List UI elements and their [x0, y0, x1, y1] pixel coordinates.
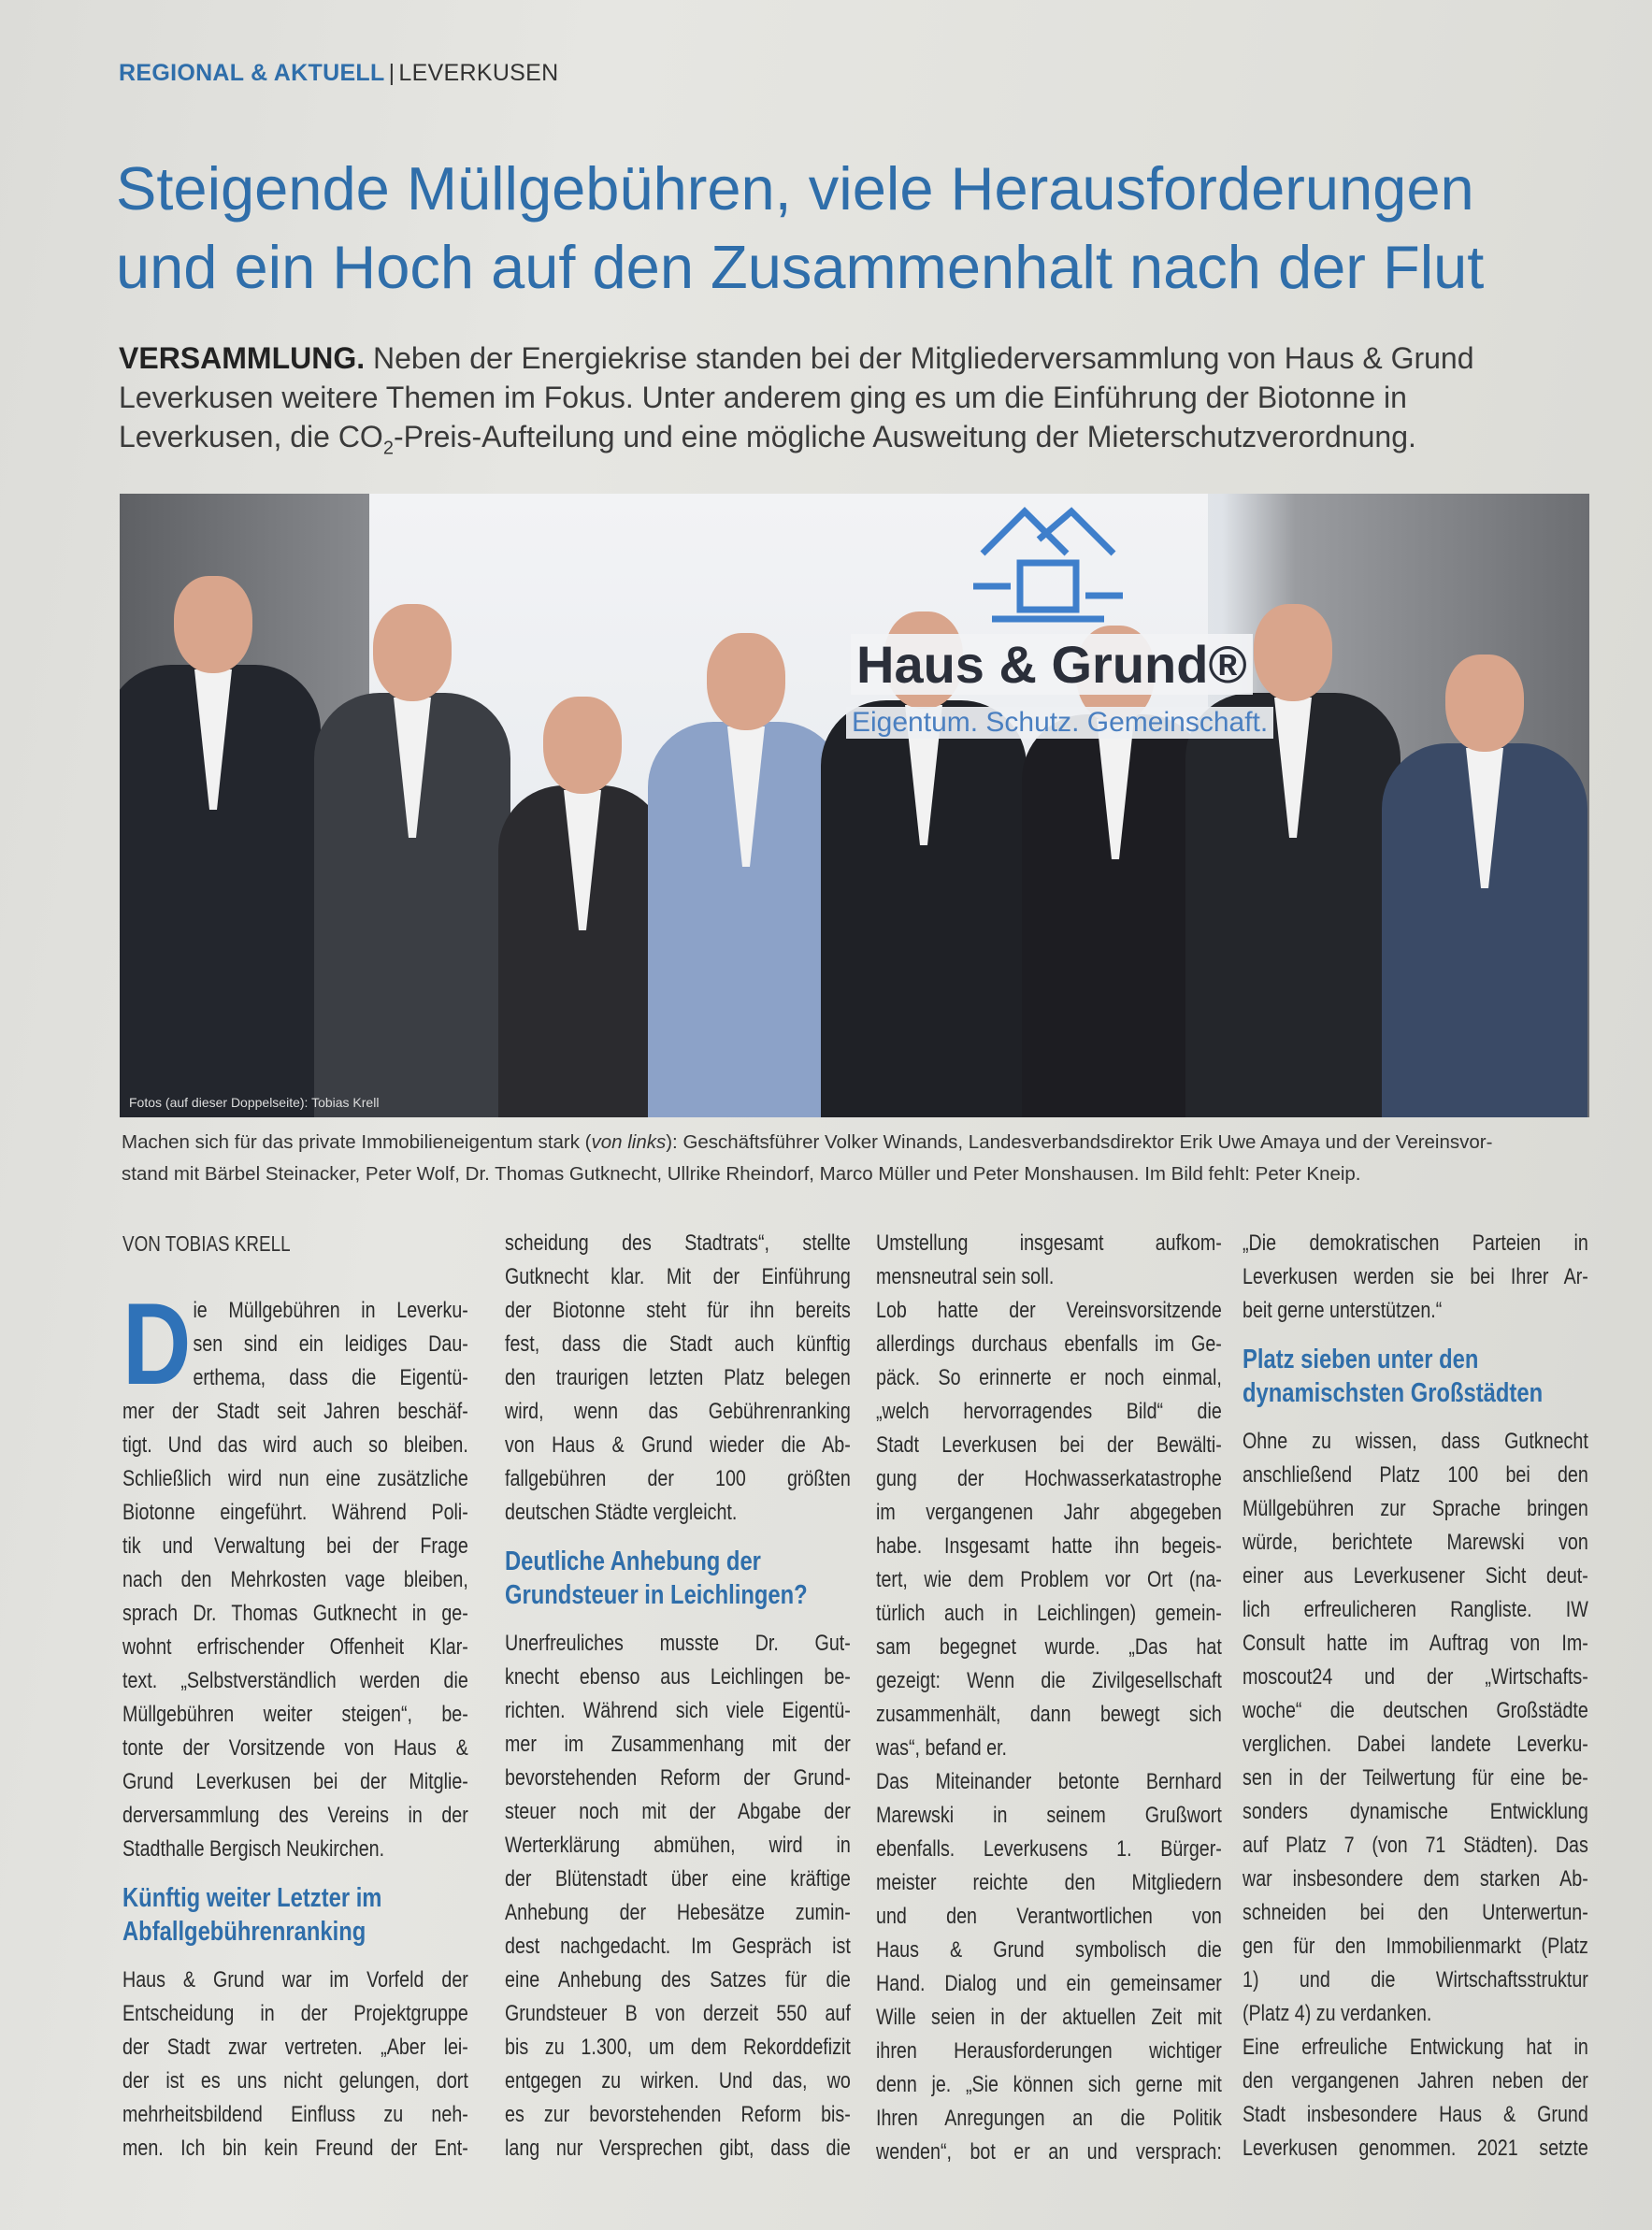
text-line: wenden“, bot er an und versprach:	[876, 2139, 1222, 2165]
caption-italic: von links	[591, 1131, 667, 1153]
section-label: REGIONAL & AKTUELL	[119, 60, 385, 86]
text-line: Grund Leverkusen bei der Mitglie-	[122, 1769, 468, 1794]
article-column-2	[505, 1227, 851, 2218]
text-line: ie Müllgebühren in Leverku-	[193, 1298, 468, 1323]
text-line: würde, berichtete Marewski von	[1243, 1530, 1588, 1555]
text-line: moscout24 und der „Wirtschafts-	[1243, 1664, 1588, 1690]
text-line: eine Anhebung des Satzes für die	[505, 1967, 851, 1993]
text-line: ihren Herausforderungen wichtiger	[876, 2038, 1222, 2064]
text-line: tonte der Vorsitzende von Haus &	[122, 1735, 468, 1761]
text-line: anschließend Platz 100 bei den	[1243, 1462, 1588, 1488]
lead-text: Neben der Energiekrise standen bei der Mitgliederversammlung von Haus & Grund	[365, 341, 1474, 375]
paragraph	[1243, 2031, 1588, 2165]
text-line: gung der Hochwasserkatastrophe	[876, 1466, 1222, 1491]
text-line: Müllgebühren zur Sprache bringen	[1243, 1496, 1588, 1521]
paragraph	[505, 1227, 851, 1530]
paragraph	[122, 1964, 468, 2165]
text-line: schneiden bei den Unterwertun-	[1243, 1900, 1588, 1925]
subheading: Abfallgebührenranking	[122, 1917, 366, 1947]
text-line: der Stadt zwar vertreten. „Aber lei-	[122, 2035, 468, 2060]
text-line: den vergangenen Jahren neben der	[1243, 2068, 1588, 2093]
text-line: Hand. Dialog und ein gemeinsamer	[876, 1971, 1222, 1996]
paragraph	[876, 1294, 1222, 1765]
text-line: scheidung des Stadtrats“, stellte	[505, 1230, 851, 1256]
text-line: der Blütenstadt über eine kräftige	[505, 1866, 851, 1892]
text-line: text. „Selbstverständlich werden die	[122, 1668, 468, 1693]
text-line: mehrheitsbildend Einfluss zu neh-	[122, 2102, 468, 2127]
text-line: was“, befand er.	[876, 1735, 1008, 1761]
byline: VON TOBIAS KRELL	[122, 1231, 291, 1256]
text-line: den traurigen letzten Platz belegen	[505, 1365, 851, 1390]
text-line: dest nachgedacht. Im Gespräch ist	[505, 1934, 851, 1959]
text-line: meister reichte den Mitgliedern	[876, 1870, 1222, 1895]
person-head	[707, 633, 785, 730]
person-head	[373, 604, 452, 701]
text-line: Ihren Anregungen an die Politik	[876, 2106, 1222, 2131]
title-line: und ein Hoch auf den Zusammenhalt nach der Flut	[116, 233, 1485, 301]
person-head	[543, 697, 622, 794]
banner-tagline: Eigentum. Schutz. Gemeinschaft.	[846, 707, 1273, 739]
text-line: richten. Während sich viele Eigentü-	[505, 1698, 851, 1723]
text-line: Eine erfreuliche Entwickung hat in	[1243, 2035, 1588, 2060]
group-photo	[120, 494, 1589, 1117]
text-line: Lob hatte der Vereinsvorsitzende	[876, 1298, 1222, 1323]
text-line: Umstellung insgesamt aufkom-	[876, 1230, 1222, 1256]
text-line: steuer noch mit der Abgabe der	[505, 1799, 851, 1824]
article-column-4	[1243, 1227, 1588, 2218]
text-line: mer im Zusammenhang mit der	[505, 1732, 851, 1757]
subheading: Künftig weiter Letzter im	[122, 1883, 382, 1913]
text-line: Stadt Leverkusen bei der Bewälti-	[876, 1432, 1222, 1458]
banner-brand: Haus & Grund®	[851, 634, 1253, 695]
person-head	[1076, 626, 1155, 723]
section-header	[119, 60, 558, 87]
text-line: päck. So erinnerte er noch einmal,	[876, 1365, 1222, 1390]
person-head	[174, 576, 252, 673]
text-line: Anhebung der Hebesätze zumin-	[505, 1900, 851, 1925]
caption-text: ): Geschäftsführer Volker Winands, Landesverbandsdirektor Erik Uwe Amaya und der Vereinsvor-	[666, 1131, 1493, 1153]
caption-text: Machen sich für das private Immobilieneigentum stark (	[122, 1131, 592, 1153]
text-line: gezeigt: Wenn die Zivilgesellschaft	[876, 1668, 1222, 1693]
text-line: nach den Mehrkosten vage bleiben,	[122, 1567, 468, 1592]
text-line: Grundsteuer B von derzeit 550 auf	[505, 2001, 851, 2026]
text-line: Entscheidung in der Projektgruppe	[122, 2001, 468, 2026]
subheading: dynamischsten Großstädten	[1243, 1378, 1544, 1408]
subheading: Grundsteuer in Leichlingen?	[505, 1580, 808, 1610]
text-line: mensneutral sein soll.	[876, 1264, 1055, 1289]
paragraph	[505, 1627, 851, 2165]
text-line: tik und Verwaltung bei der Frage	[122, 1533, 468, 1559]
subheading: Deutliche Anhebung der	[505, 1547, 761, 1576]
person-head	[1254, 604, 1332, 701]
article-column-3	[876, 1227, 1222, 2218]
lead-subscript: 2	[382, 438, 394, 459]
person-head	[884, 611, 963, 709]
text-line: deutschen Städte vergleicht.	[505, 1500, 738, 1525]
text-line: Biotonne eingeführt. Während Poli-	[122, 1500, 468, 1525]
text-line: sen sind ein leidiges Dau-	[193, 1331, 468, 1357]
article-title	[116, 150, 1612, 307]
text-line: derversammlung des Vereins in der	[122, 1803, 468, 1828]
text-line: beit gerne unterstützen.“	[1243, 1298, 1443, 1323]
text-line: Leverkusen werden sie bei Ihrer Ar-	[1243, 1264, 1588, 1289]
text-line: sprach Dr. Thomas Gutknecht in ge-	[122, 1601, 468, 1626]
text-line: (Platz 4) zu verdanken.	[1243, 2001, 1432, 2026]
text-line: allerdings durchaus ebenfalls im Ge-	[876, 1331, 1222, 1357]
text-line: entgegen zu wirken. Und das, wo	[505, 2068, 851, 2093]
text-line: Unerfreuliches musste Dr. Gut-	[505, 1631, 851, 1656]
paragraph	[876, 1765, 1222, 2169]
drop-cap: D	[122, 1280, 192, 1409]
subheading: Platz sieben unter den	[1243, 1345, 1479, 1374]
text-line: Haus & Grund symbolisch die	[876, 1937, 1222, 1963]
opening-paragraph	[122, 1280, 468, 1409]
text-line: mer der Stadt seit Jahren beschäf-	[122, 1399, 468, 1424]
text-line: tert, wie dem Problem vor Ort (na-	[876, 1567, 1222, 1592]
text-line: lang nur Versprechen gibt, dass die	[505, 2136, 851, 2161]
photo-credit: Fotos (auf dieser Doppelseite): Tobias Krell	[129, 1095, 380, 1110]
text-line: bevorstehenden Reform der Grund-	[505, 1765, 851, 1791]
lead-text: Leverkusen weitere Themen im Fokus. Unter anderem ging es um die Einführung der Biotonne in	[119, 381, 1407, 414]
article-lead	[119, 338, 1474, 468]
text-line: „Die demokratischen Parteien in	[1243, 1230, 1588, 1256]
text-line: Leverkusen genommen. 2021 setzte	[1243, 2136, 1588, 2161]
text-line: war insbesondere dem starken Ab-	[1243, 1866, 1588, 1892]
text-line: einer aus Leverkusener Sicht deut-	[1243, 1563, 1588, 1589]
text-line: men. Ich bin kein Freund der Ent-	[122, 2136, 468, 2161]
text-line: Haus & Grund war im Vorfeld der	[122, 1967, 468, 1993]
text-line: erthema, dass die Eigentü-	[193, 1365, 468, 1390]
text-line: bis zu 1.300, um dem Rekorddefizit	[505, 2035, 851, 2060]
text-line: lich erfreulicheren Rangliste. IW	[1243, 1597, 1588, 1622]
text-line: türlich auch in Leichlingen) gemein-	[876, 1601, 1222, 1626]
text-line: Stadthalle Bergisch Neukirchen.	[122, 1836, 385, 1862]
text-line: es zur bevorstehenden Reform bis-	[505, 2102, 851, 2127]
text-line: sen in der Teilwertung für eine be-	[1243, 1765, 1588, 1791]
text-line: verglichen. Dabei landete Leverku-	[1243, 1732, 1588, 1757]
text-line: habe. Insgesamt hatte ihn begeis-	[876, 1533, 1222, 1559]
lead-kicker: VERSAMMLUNG.	[119, 341, 366, 375]
text-line: im vergangenen Jahr abgegeben	[876, 1500, 1222, 1525]
text-line: Stadt insbesondere Haus & Grund	[1243, 2102, 1588, 2127]
person-head	[1445, 655, 1524, 752]
text-line: 1) und die Wirtschaftsstruktur	[1243, 1967, 1588, 1993]
text-line: Wille seien in der aktuellen Zeit mit	[876, 2005, 1222, 2030]
text-line: Schließlich wird nun eine zusätzliche	[122, 1466, 468, 1491]
text-line: woche“ die deutschen Großstädte	[1243, 1698, 1588, 1723]
title-line: Steigende Müllgebühren, viele Herausforderungen	[116, 154, 1474, 223]
text-line: Marewski in seinem Grußwort	[876, 1803, 1222, 1828]
text-line: der Biotonne steht für ihn bereits	[505, 1298, 851, 1323]
text-line: sonders dynamische Entwicklung	[1243, 1799, 1588, 1824]
text-line: Müllgebühren weiter steigen“, be-	[122, 1702, 468, 1727]
section-separator: |	[388, 60, 395, 86]
text-line: tigt. Und das wird auch so bleiben.	[122, 1432, 468, 1458]
text-line: fest, dass die Stadt auch künftig	[505, 1331, 851, 1357]
text-line: Das Miteinander betonte Bernhard	[876, 1769, 1222, 1794]
paragraph	[122, 1395, 468, 1866]
text-line: sam begegnet wurde. „Das hat	[876, 1634, 1222, 1660]
text-line: Consult hatte im Auftrag von Im-	[1243, 1631, 1588, 1656]
text-line: wird, wenn das Gebührenranking	[505, 1399, 851, 1424]
text-line: Werterklärung abmühen, wird in	[505, 1833, 851, 1858]
article-column-1	[122, 1227, 468, 2218]
lead-text: Leverkusen, die CO	[119, 420, 383, 453]
text-line: knecht ebenso aus Leichlingen be-	[505, 1664, 851, 1690]
text-line: auf Platz 7 (von 71 Städten). Das	[1243, 1833, 1588, 1858]
text-line: ebenfalls. Leverkusens 1. Bürger-	[876, 1836, 1222, 1862]
paragraph	[1243, 1227, 1588, 1328]
text-line: fallgebühren der 100 größten	[505, 1466, 851, 1491]
paragraph	[876, 1227, 1222, 1294]
text-line: „welch hervorragendes Bild“ die	[876, 1399, 1222, 1424]
text-line: Ohne zu wissen, dass Gutknecht	[1243, 1429, 1588, 1454]
photo-caption	[122, 1127, 1492, 1190]
lead-text: -Preis-Aufteilung und eine mögliche Ausweitung der Mieterschutzverordnung.	[393, 420, 1416, 453]
text-line: und den Verantwortlichen von	[876, 1904, 1222, 1929]
text-line: Gutknecht klar. Mit der Einführung	[505, 1264, 851, 1289]
section-city: LEVERKUSEN	[398, 60, 559, 86]
text-line: zusammenhält, dann bewegt sich	[876, 1702, 1222, 1727]
caption-text: stand mit Bärbel Steinacker, Peter Wolf, Dr. Thomas Gutknecht, Ullrike Rheindorf, Marco Müller und Peter Monshausen. Im Bild fehlt: Peter Kneip.	[122, 1163, 1361, 1185]
paragraph	[1243, 1425, 1588, 2031]
text-line: denn je. „Sie können sich gerne mit	[876, 2072, 1222, 2097]
text-line: gen für den Immobilienmarkt (Platz	[1243, 1934, 1588, 1959]
text-line: der ist es uns nicht gelungen, dort	[122, 2068, 468, 2093]
text-line: wohnt erfrischender Offenheit Klar-	[122, 1634, 468, 1660]
text-line: von Haus & Grund wieder die Ab-	[505, 1432, 851, 1458]
people-group	[120, 494, 1589, 1117]
